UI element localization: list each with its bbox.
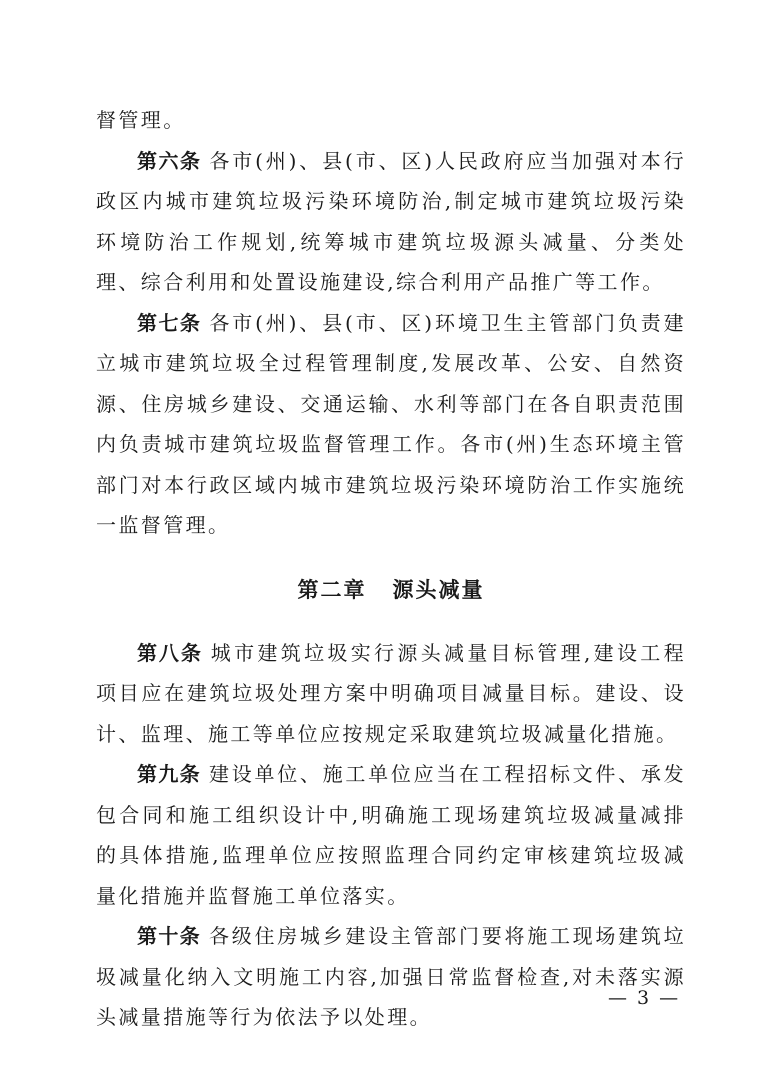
page-number: — 3 — <box>608 987 681 1009</box>
article-text: 建设单位、施工单位应当在工程招标文件、承发包合同和施工组织设计中,明确施工现场建筑垃圾减量减排的具体措施,监理单位应按照监理合同约定审核建筑垃圾减量化措施并监督施工单位落实。 <box>96 762 687 908</box>
article-text: 各级住房城乡建设主管部门要将施工现场建筑垃圾减量化纳入文明施工内容,加强日常监督检查,对未落实源头减量措施等行为依法予以处理。 <box>96 924 687 1029</box>
article-label: 第九条 <box>137 762 201 786</box>
article-8 <box>96 633 686 755</box>
article-label: 第六条 <box>137 148 202 173</box>
article-label: 第十条 <box>137 924 201 948</box>
article-label: 第八条 <box>137 640 203 665</box>
chapter-number: 第二章 <box>297 577 367 602</box>
article-label: 第七条 <box>137 310 202 335</box>
article-7 <box>96 303 686 546</box>
article-text: 城市建筑垃圾实行源头减量目标管理,建设工程项目应在建筑垃圾处理方案中明确项目减量目标。建设、设计、监理、施工等单位应按规定采取建筑垃圾减量化措施。 <box>96 640 687 746</box>
article-9 <box>96 754 686 916</box>
chapter-heading <box>96 572 686 608</box>
article-6 <box>96 141 686 303</box>
article-text: 各市(州)、县(市、区)环境卫生主管部门负责建立城市建筑垃圾全过程管理制度,发展改革、公安、自然资源、住房城乡建设、交通运输、水利等部门在各自职责范围内负责城市建筑垃圾监督管理工作。各市(州)生态环境主管部门对本行政区域内城市建筑垃圾污染环境防治工作实施统一监督管理。 <box>96 310 686 537</box>
continuation-text: 督管理。 <box>96 108 186 132</box>
article-text: 各市(州)、县(市、区)人民政府应当加强对本行政区内城市建筑垃圾污染环境防治,制定城市建筑垃圾污染环境防治工作规划,统筹城市建筑垃圾源头减量、分类处理、综合利用和处置设施建设,综合利用产品推广等工作。 <box>96 148 686 294</box>
article-10 <box>96 916 686 1038</box>
document-body <box>96 100 686 1038</box>
chapter-title: 源头减量 <box>392 577 485 602</box>
